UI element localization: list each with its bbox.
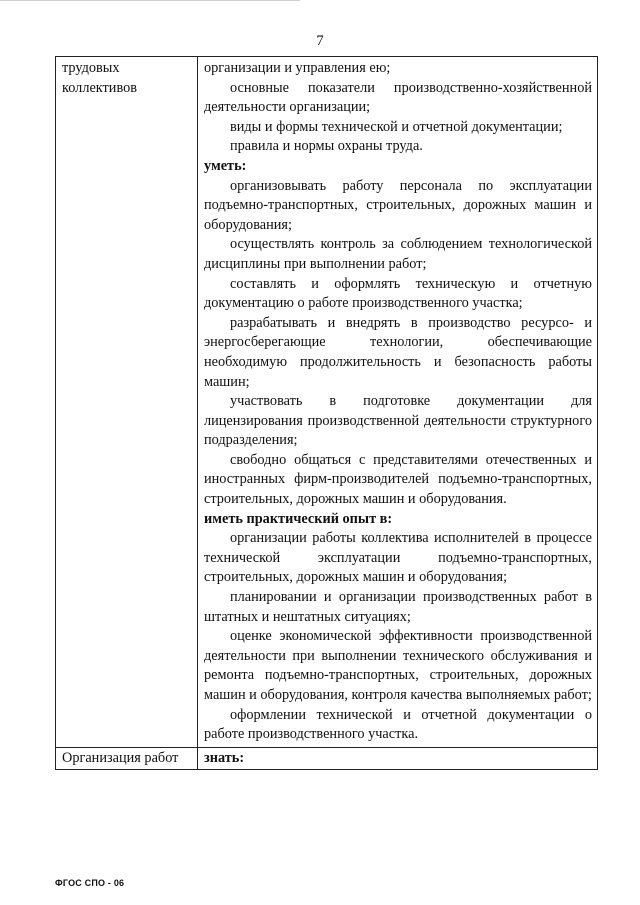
row-label-line: трудовых [62,60,120,76]
requirement-paragraph: виды и формы технической и отчетной документации; [230,118,563,135]
requirement-paragraph: планировании и организации производственных работ в штатных и нештатных ситуациях; [204,589,592,625]
requirement-paragraph: участвовать в подготовке документации для лицензирования производственной деятельности структурного подразделения; [204,393,592,449]
requirement-paragraph: свободно общаться с представителями отечественных и иностранных фирм-производителей подъемно-транспортных, строительных, дорожных машин и оборудования. [204,451,592,508]
requirement-paragraph: правила и нормы охраны труда. [230,138,423,155]
row-label-cell: Организация работ [56,747,198,770]
requirement-paragraph: осуществлять контроль за соблюдением технологической дисциплины при выполнении работ; [204,236,592,272]
requirement-paragraph: составлять и оформлять техническую и отчетную документацию о работе производственного участка; [204,275,592,312]
scan-top-rule [0,0,300,1]
section-heading: уметь: [204,157,247,174]
section-heading: иметь практический опыт в: [204,510,393,527]
page-number: 7 [316,33,324,49]
footer-code: ФГОС СПО - 06 [55,878,125,888]
requirement-paragraph: организации работы коллектива исполнителей в процессе технической эксплуатации подъемно-транспортных, строительных, дорожных машин и оборудования; [204,530,592,586]
row-label-line: коллективов [62,79,138,96]
section-heading: знать: [204,749,245,766]
competency-table [55,56,598,770]
requirement-paragraph: организовывать работу персонала по эксплуатации подъемно-транспортных, строительных, дорожных машин и оборудования; [204,177,592,233]
table-row [56,57,598,748]
requirement-paragraph: организации и управления ею; [204,60,391,76]
row-label-cell [56,57,198,748]
row-content-cell [198,57,598,748]
requirement-paragraph: разрабатывать и внедрять в производство ресурсо- и энергосберегающие технологии, обеспечивающие необходимую продолжительность и безопасность работы машин; [204,314,592,390]
row-content-cell [198,747,598,770]
requirement-paragraph: оформлении технической и отчетной документации о работе производственного участка. [204,706,592,743]
requirement-paragraph: основные показатели производственно-хозяйственной деятельности организации; [204,79,592,116]
table-row [56,747,598,770]
requirement-paragraph: оценке экономической эффективности производственной деятельности при выполнении технического обслуживания и ремонта подъемно-транспортных, строительных, дорожных машин и оборудования, контроля качества выполняемых работ; [204,628,592,703]
